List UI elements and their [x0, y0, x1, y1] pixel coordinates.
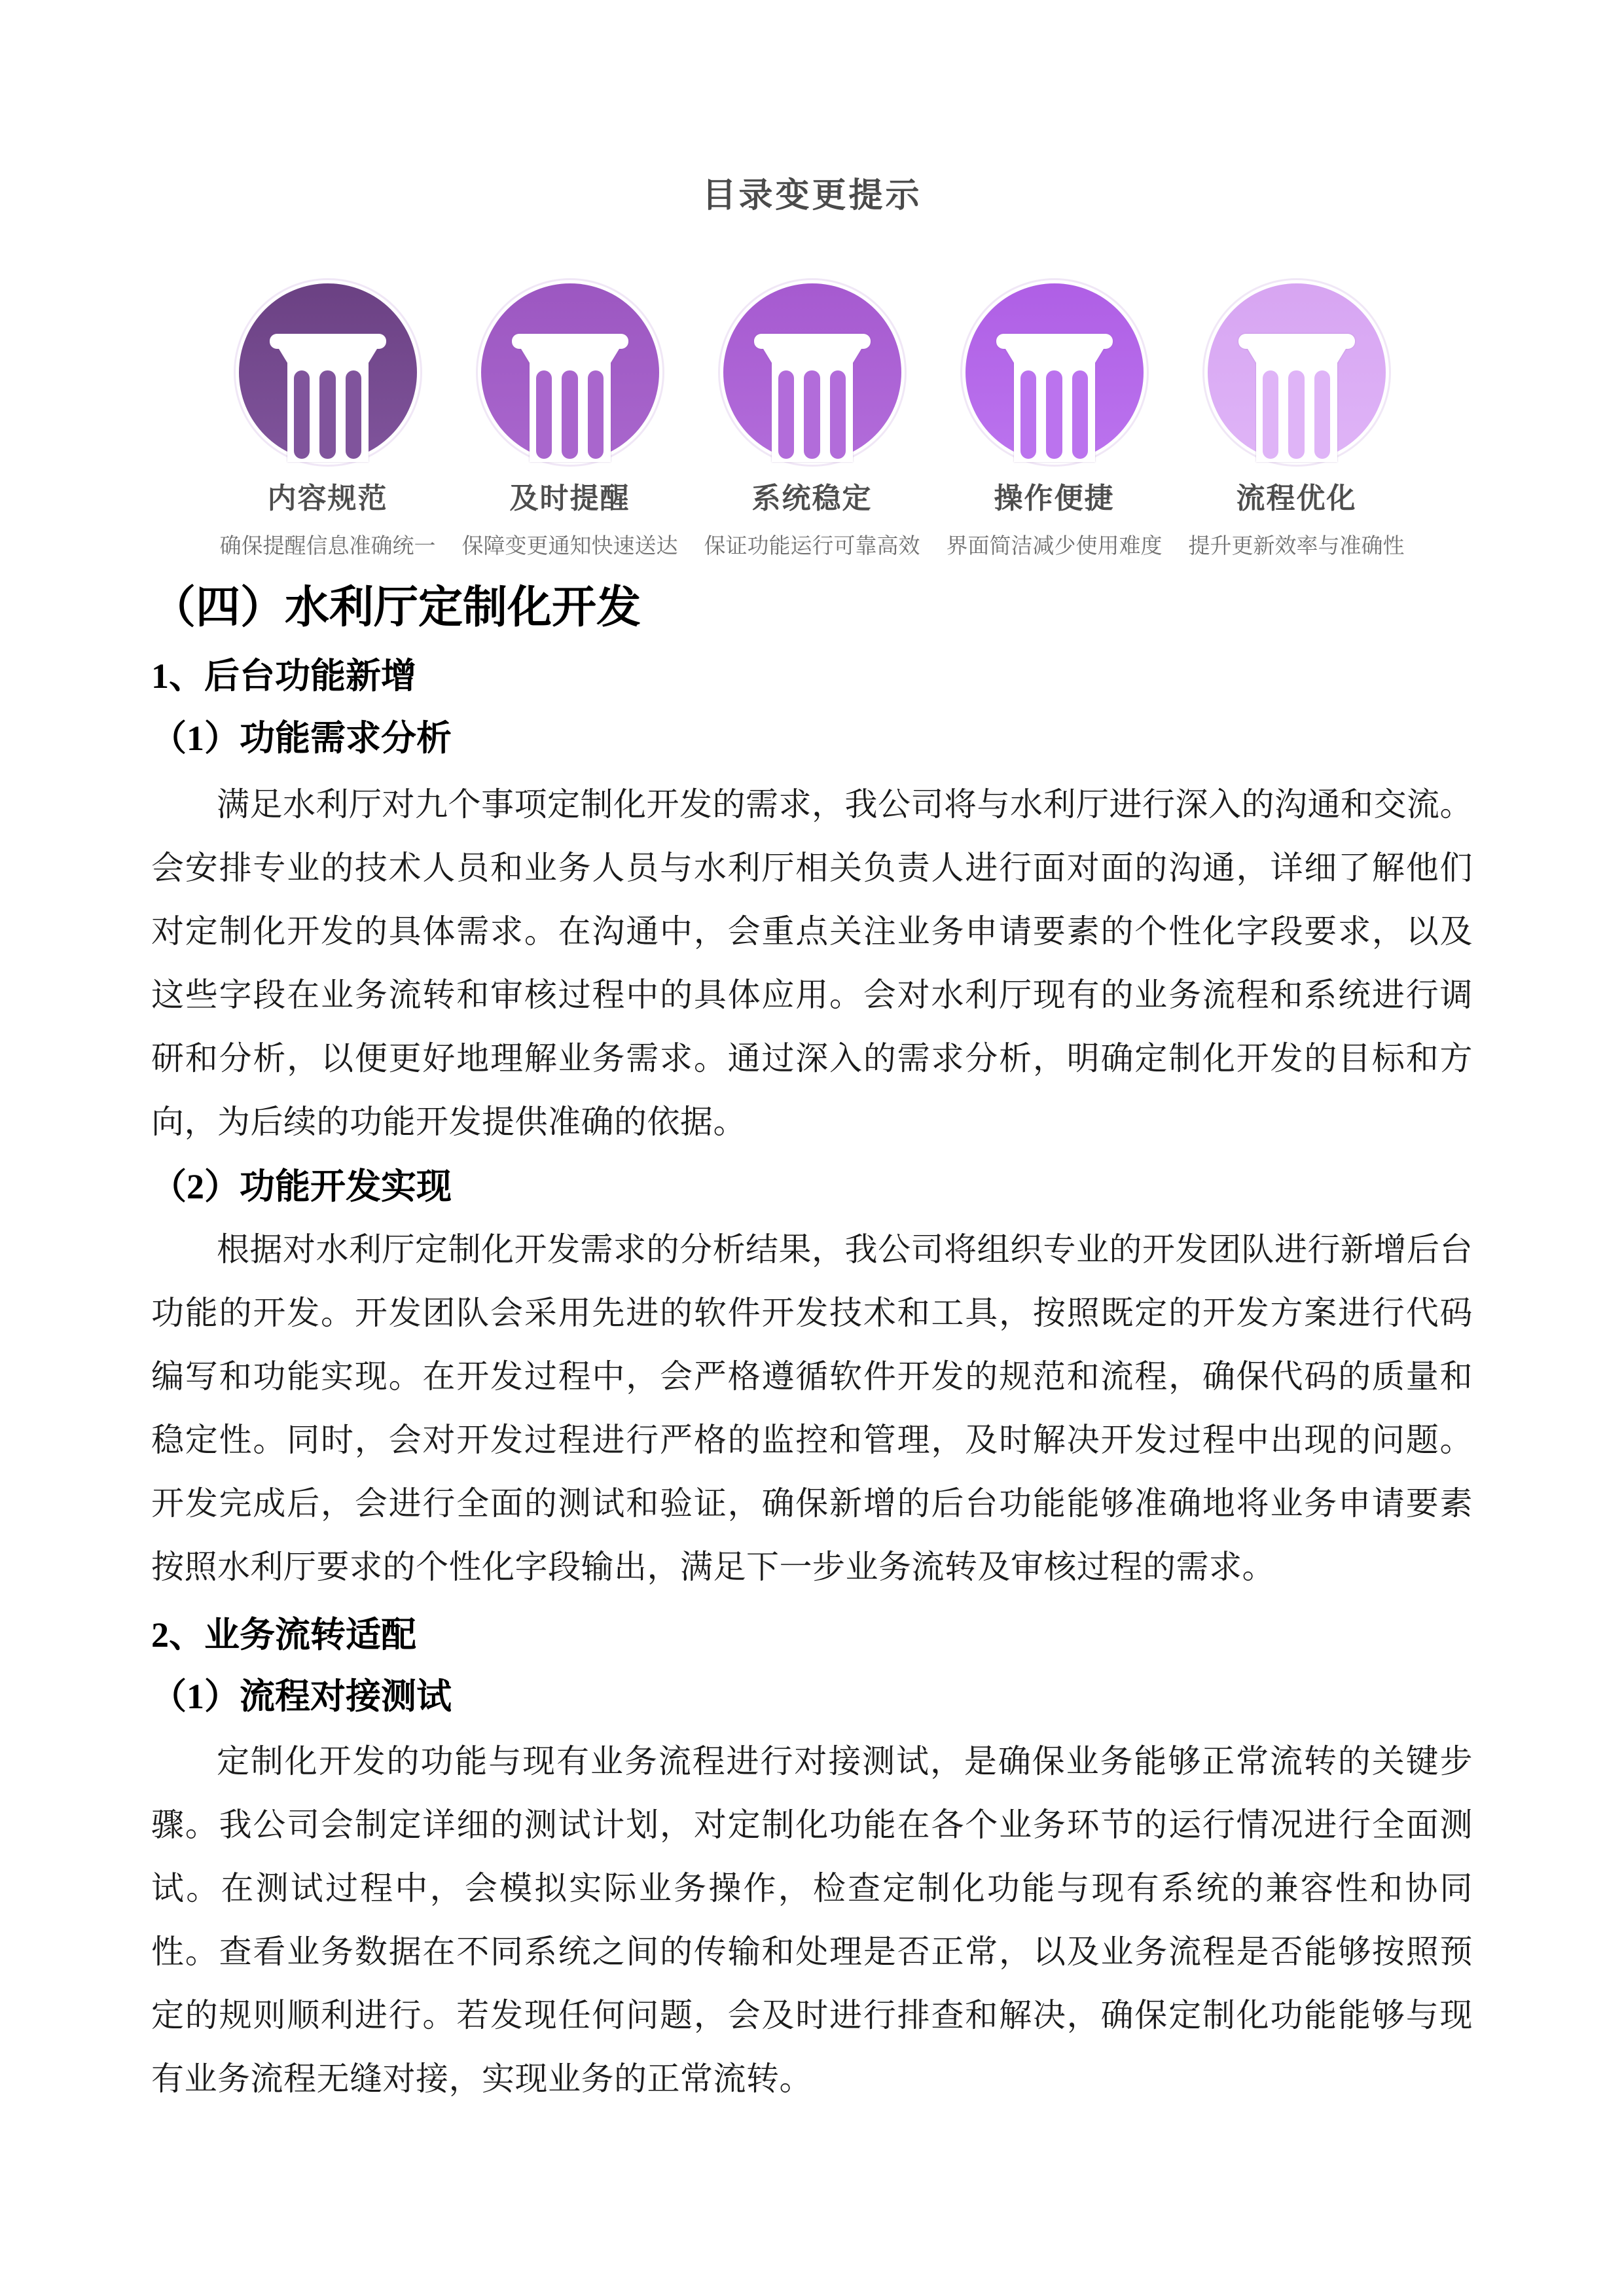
pillar-icon-glyph [512, 334, 628, 462]
sub-subsection-heading-1-2: （2）功能开发实现 [151, 1167, 452, 1206]
pillar-icon-glyph [996, 334, 1113, 462]
section-heading: （四）水利厅定制化开发 [151, 583, 641, 632]
subsection-heading-2: 2、业务流转适配 [151, 1615, 416, 1655]
sub-subsection-heading-2-1: （1）流程对接测试 [151, 1677, 452, 1716]
pillar-icon [1208, 283, 1386, 461]
feature-description: 保证功能运行可靠高效 [704, 535, 920, 558]
document-body [0, 579, 1624, 2111]
pillar-icon [239, 283, 417, 461]
pillar-icon-glyph [270, 334, 386, 462]
pillar-icon-glyph [1238, 334, 1355, 462]
feature-icon-row [0, 283, 1624, 560]
feature-description: 保障变更通知快速送达 [461, 535, 678, 558]
banner-title: 目录变更提示 [702, 177, 922, 215]
feature-description: 提升更新效率与准确性 [1188, 535, 1405, 558]
feature-label: 系统稳定 [751, 482, 873, 514]
feature-label: 操作便捷 [994, 482, 1115, 514]
paragraph-function-development: 根据对水利厅定制化开发需求的分析结果，我公司将组织专业的开发团队进行新增后台功能的开发。开发团队会采用先进的软件开发技术和工具，按照既定的开发方案进行代码编写和功能实现。在开发过程中，会严格遵循软件开发的规范和流程，确保代码的质量和稳定性。同时，会对开发过程进行严格的监控和管理，及时解决开发过程中出现的问题。开发完成后，会进行全面的测试和验证，确保新增的后台功能能够准确地将业务申请要素按照水利厅要求的个性化字段输出，满足下一步业务流转及审核过程的需求。 [151, 1231, 1473, 1585]
feature-card-content-standard [207, 283, 449, 560]
paragraph-process-docking-test: 定制化开发的功能与现有业务流程进行对接测试，是确保业务能够正常流转的关键步骤。我公司会制定详细的测试计划，对定制化功能在各个业务环节的运行情况进行全面测试。在测试过程中，会模拟实际业务操作，检查定制化功能与现有系统的兼容性和协同性。查看业务数据在不同系统之间的传输和处理是否正常，以及业务流程是否能够按照预定的规则顺利进行。若发现任何问题，会及时进行排查和解决，确保定制化功能能够与现有业务流程无缝对接，实现业务的正常流转。 [151, 1743, 1473, 2097]
feature-card-easy-operation [933, 283, 1176, 560]
feature-label: 流程优化 [1236, 482, 1357, 514]
feature-description: 界面简洁减少使用难度 [946, 535, 1163, 558]
feature-label: 内容规范 [267, 482, 388, 514]
feature-card-system-stability [691, 283, 933, 560]
feature-label: 及时提醒 [509, 482, 630, 514]
toc-change-banner [0, 0, 1624, 560]
feature-card-timely-reminder [449, 283, 691, 560]
feature-description: 确保提醒信息准确统一 [219, 535, 436, 558]
pillar-icon [723, 283, 901, 461]
subsection-heading-1: 1、后台功能新增 [151, 656, 416, 696]
pillar-icon [965, 283, 1144, 461]
pillar-icon [481, 283, 659, 461]
feature-card-process-optimization [1176, 283, 1418, 560]
sub-subsection-heading-1-1: （1）功能需求分析 [151, 719, 452, 758]
pillar-icon-glyph [754, 334, 871, 462]
paragraph-requirement-analysis: 满足水利厅对九个事项定制化开发的需求，我公司将与水利厅进行深入的沟通和交流。会安排专业的技术人员和业务人员与水利厅相关负责人进行面对面的沟通，详细了解他们对定制化开发的具体需求。在沟通中，会重点关注业务申请要素的个性化字段要求，以及这些字段在业务流转和审核过程中的具体应用。会对水利厅现有的业务流程和系统进行调研和分析，以便更好地理解业务需求。通过深入的需求分析，明确定制化开发的目标和方向，为后续的功能开发提供准确的依据。 [151, 786, 1473, 1140]
